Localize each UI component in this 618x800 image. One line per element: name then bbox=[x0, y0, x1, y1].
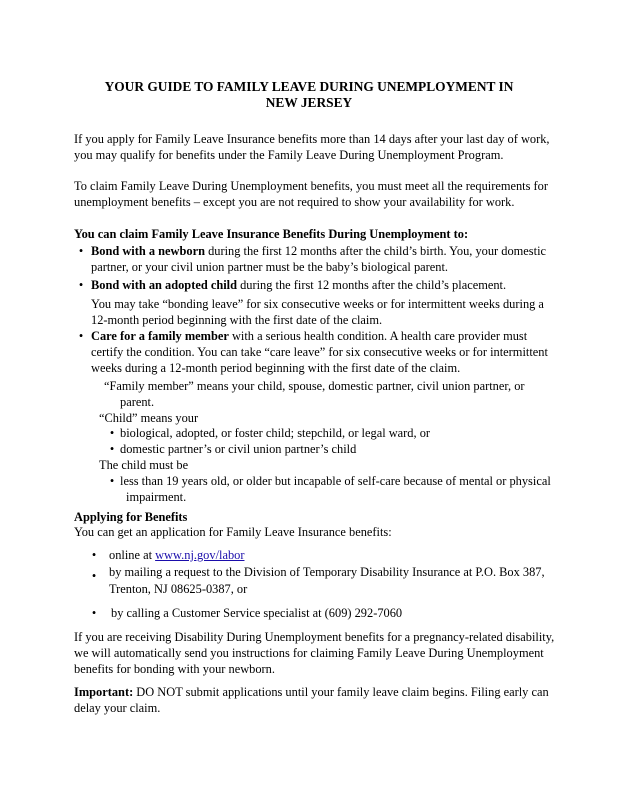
child-must-be-label: The child must be bbox=[99, 458, 189, 472]
family-member-definition: “Family member” means your child, spouse, domestic partner, civil union partner, or parent. bbox=[104, 379, 525, 409]
bullet-icon: • bbox=[109, 474, 115, 488]
list-item-bond-adopted: Bond with an adopted child during the first 12 months after the child’s placement. bbox=[91, 278, 507, 292]
bullet-icon: • bbox=[91, 569, 97, 583]
applying-heading: Applying for Benefits bbox=[74, 510, 188, 524]
applying-intro: You can get an application for Family Leave Insurance benefits: bbox=[74, 525, 392, 539]
apply-phone-item: by calling a Customer Service specialist at (609) 292-7060 bbox=[111, 606, 403, 620]
child-age-requirement: less than 19 years old, or older but incapable of self-care because of mental or physical impairment. bbox=[120, 474, 551, 504]
list-item-bond-newborn: Bond with a newborn during the first 12 months after the child’s birth. You, your domestic partner, or your civil union partner must be the baby’s biological parent. bbox=[91, 244, 547, 274]
apply-online-item: online at www.nj.gov/labor bbox=[109, 548, 245, 562]
child-definition-label: “Child” means your bbox=[99, 411, 199, 425]
eligibility-heading: You can claim Family Leave Insurance Benefits During Unemployment to: bbox=[74, 227, 469, 241]
intro-paragraph: If you apply for Family Leave Insurance benefits more than 14 days after your last day of work, you may qualify for benefits under the Family Leave During Unemployment Program. bbox=[74, 132, 550, 162]
bullet-icon: • bbox=[109, 426, 115, 440]
title-line-2: NEW JERSEY bbox=[265, 95, 353, 110]
apply-mail-item: by mailing a request to the Division of Temporary Disability Insurance at P.O. Box 387, Trenton, NJ 08625-0387, or bbox=[109, 565, 545, 596]
title-line-1: YOUR GUIDE TO FAMILY LEAVE DURING UNEMPLOYMENT IN bbox=[104, 79, 514, 94]
bullet-icon: • bbox=[78, 278, 84, 292]
child-item-biological: biological, adopted, or foster child; stepchild, or legal ward, or bbox=[120, 426, 431, 440]
bullet-icon: • bbox=[91, 548, 97, 562]
list-item-care-family: Care for a family member with a serious health condition. A health care provider must certify the condition. You can take “care leave” for six consecutive weeks or for intermittent weeks during a 12-month period beginning with the first date of the claim. bbox=[91, 329, 548, 375]
claim-paragraph: To claim Family Leave During Unemployment benefits, you must meet all the requirements for unemployment benefits – except you are not required to show your availability for work. bbox=[74, 179, 548, 209]
labor-website-link[interactable]: www.nj.gov/labor bbox=[155, 548, 245, 562]
bullet-icon: • bbox=[78, 329, 84, 343]
bonding-leave-paragraph: You may take “bonding leave” for six consecutive weeks or for intermittent weeks during a 12-month period beginning with the first date of the claim. bbox=[91, 297, 544, 327]
bullet-icon: • bbox=[91, 606, 97, 620]
bullet-icon: • bbox=[109, 442, 115, 456]
child-item-partner: domestic partner’s or civil union partner’s child bbox=[120, 442, 357, 456]
bullet-icon: • bbox=[78, 244, 84, 258]
page-title bbox=[60, 79, 558, 111]
important-paragraph: Important: DO NOT submit applications until your family leave claim begins. Filing early can delay your claim. bbox=[74, 685, 549, 715]
ddu-paragraph: If you are receiving Disability During Unemployment benefits for a pregnancy-related disability, we will automatically send you instructions for claiming Family Leave During Unemployment benefits for bonding with your newborn. bbox=[74, 630, 555, 676]
